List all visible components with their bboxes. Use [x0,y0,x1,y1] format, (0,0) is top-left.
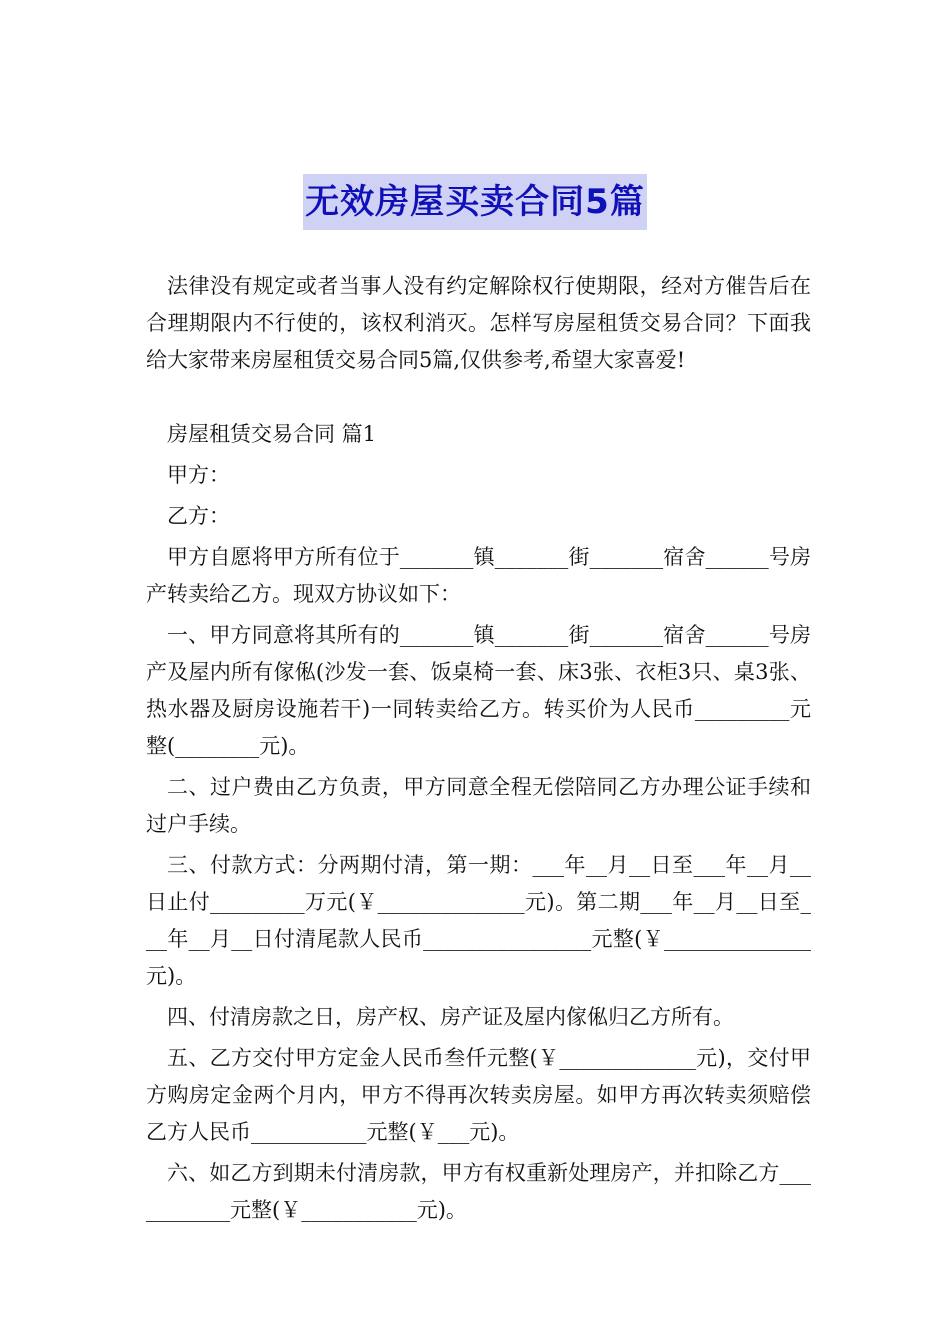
contract-clause-3: 三、付款方式：分两期付清，第一期：___年__月__日至___年__月__日止付_________万元(￥______________元)。第二期___年__月__日至___年__月__日付清尾款人民币________________元整(￥______________元)。 [146,853,811,988]
document-title-wrap [0,174,950,236]
document-title: 无效房屋买卖合同5篇 [303,174,647,230]
party-b-line: 乙方： [167,504,230,528]
contract-clause-4: 四、付清房款之日，房产权、房产证及屋内傢俬归乙方所有。 [167,1005,734,1029]
contract-clause-2: 二、过户费由乙方负责，甲方同意全程无偿陪同乙方办理公证手续和过户手续。 [146,775,811,836]
document-body [146,268,811,1229]
contract-paragraph-preamble: 甲方自愿将甲方所有位于_______镇_______街_______宿舍______号房产转卖给乙方。现双方协议如下： [146,545,811,606]
section-heading: 房屋租赁交易合同 篇1 [167,422,377,446]
party-a-line: 甲方： [167,463,230,487]
contract-clause-6: 六、如乙方到期未付清房款，甲方有权重新处理房产，并扣除乙方___________元整(￥___________元)。 [146,1161,811,1222]
contract-clause-1: 一、甲方同意将其所有的_______镇_______街_______宿舍______号房产及屋内所有傢俬(沙发一套、饭桌椅一套、床3张、衣柜3只、桌3张、热水器及厨房设施若干)一同转卖给乙方。转买价为人民币_________元整(________元)。 [146,623,811,758]
contract-clause-5: 五、乙方交付甲方定金人民币叁仟元整(￥_____________元)，交付甲方购房定金两个月内，甲方不得再次转卖房屋。如甲方再次转卖须赔偿乙方人民币___________元整(￥___元)。 [146,1046,811,1144]
intro-paragraph: 法律没有规定或者当事人没有约定解除权行使期限，经对方催告后在合理期限内不行使的，该权利消灭。怎样写房屋租赁交易合同？下面我给大家带来房屋租赁交易合同5篇,仅供参考,希望大家喜爱! [146,274,811,372]
